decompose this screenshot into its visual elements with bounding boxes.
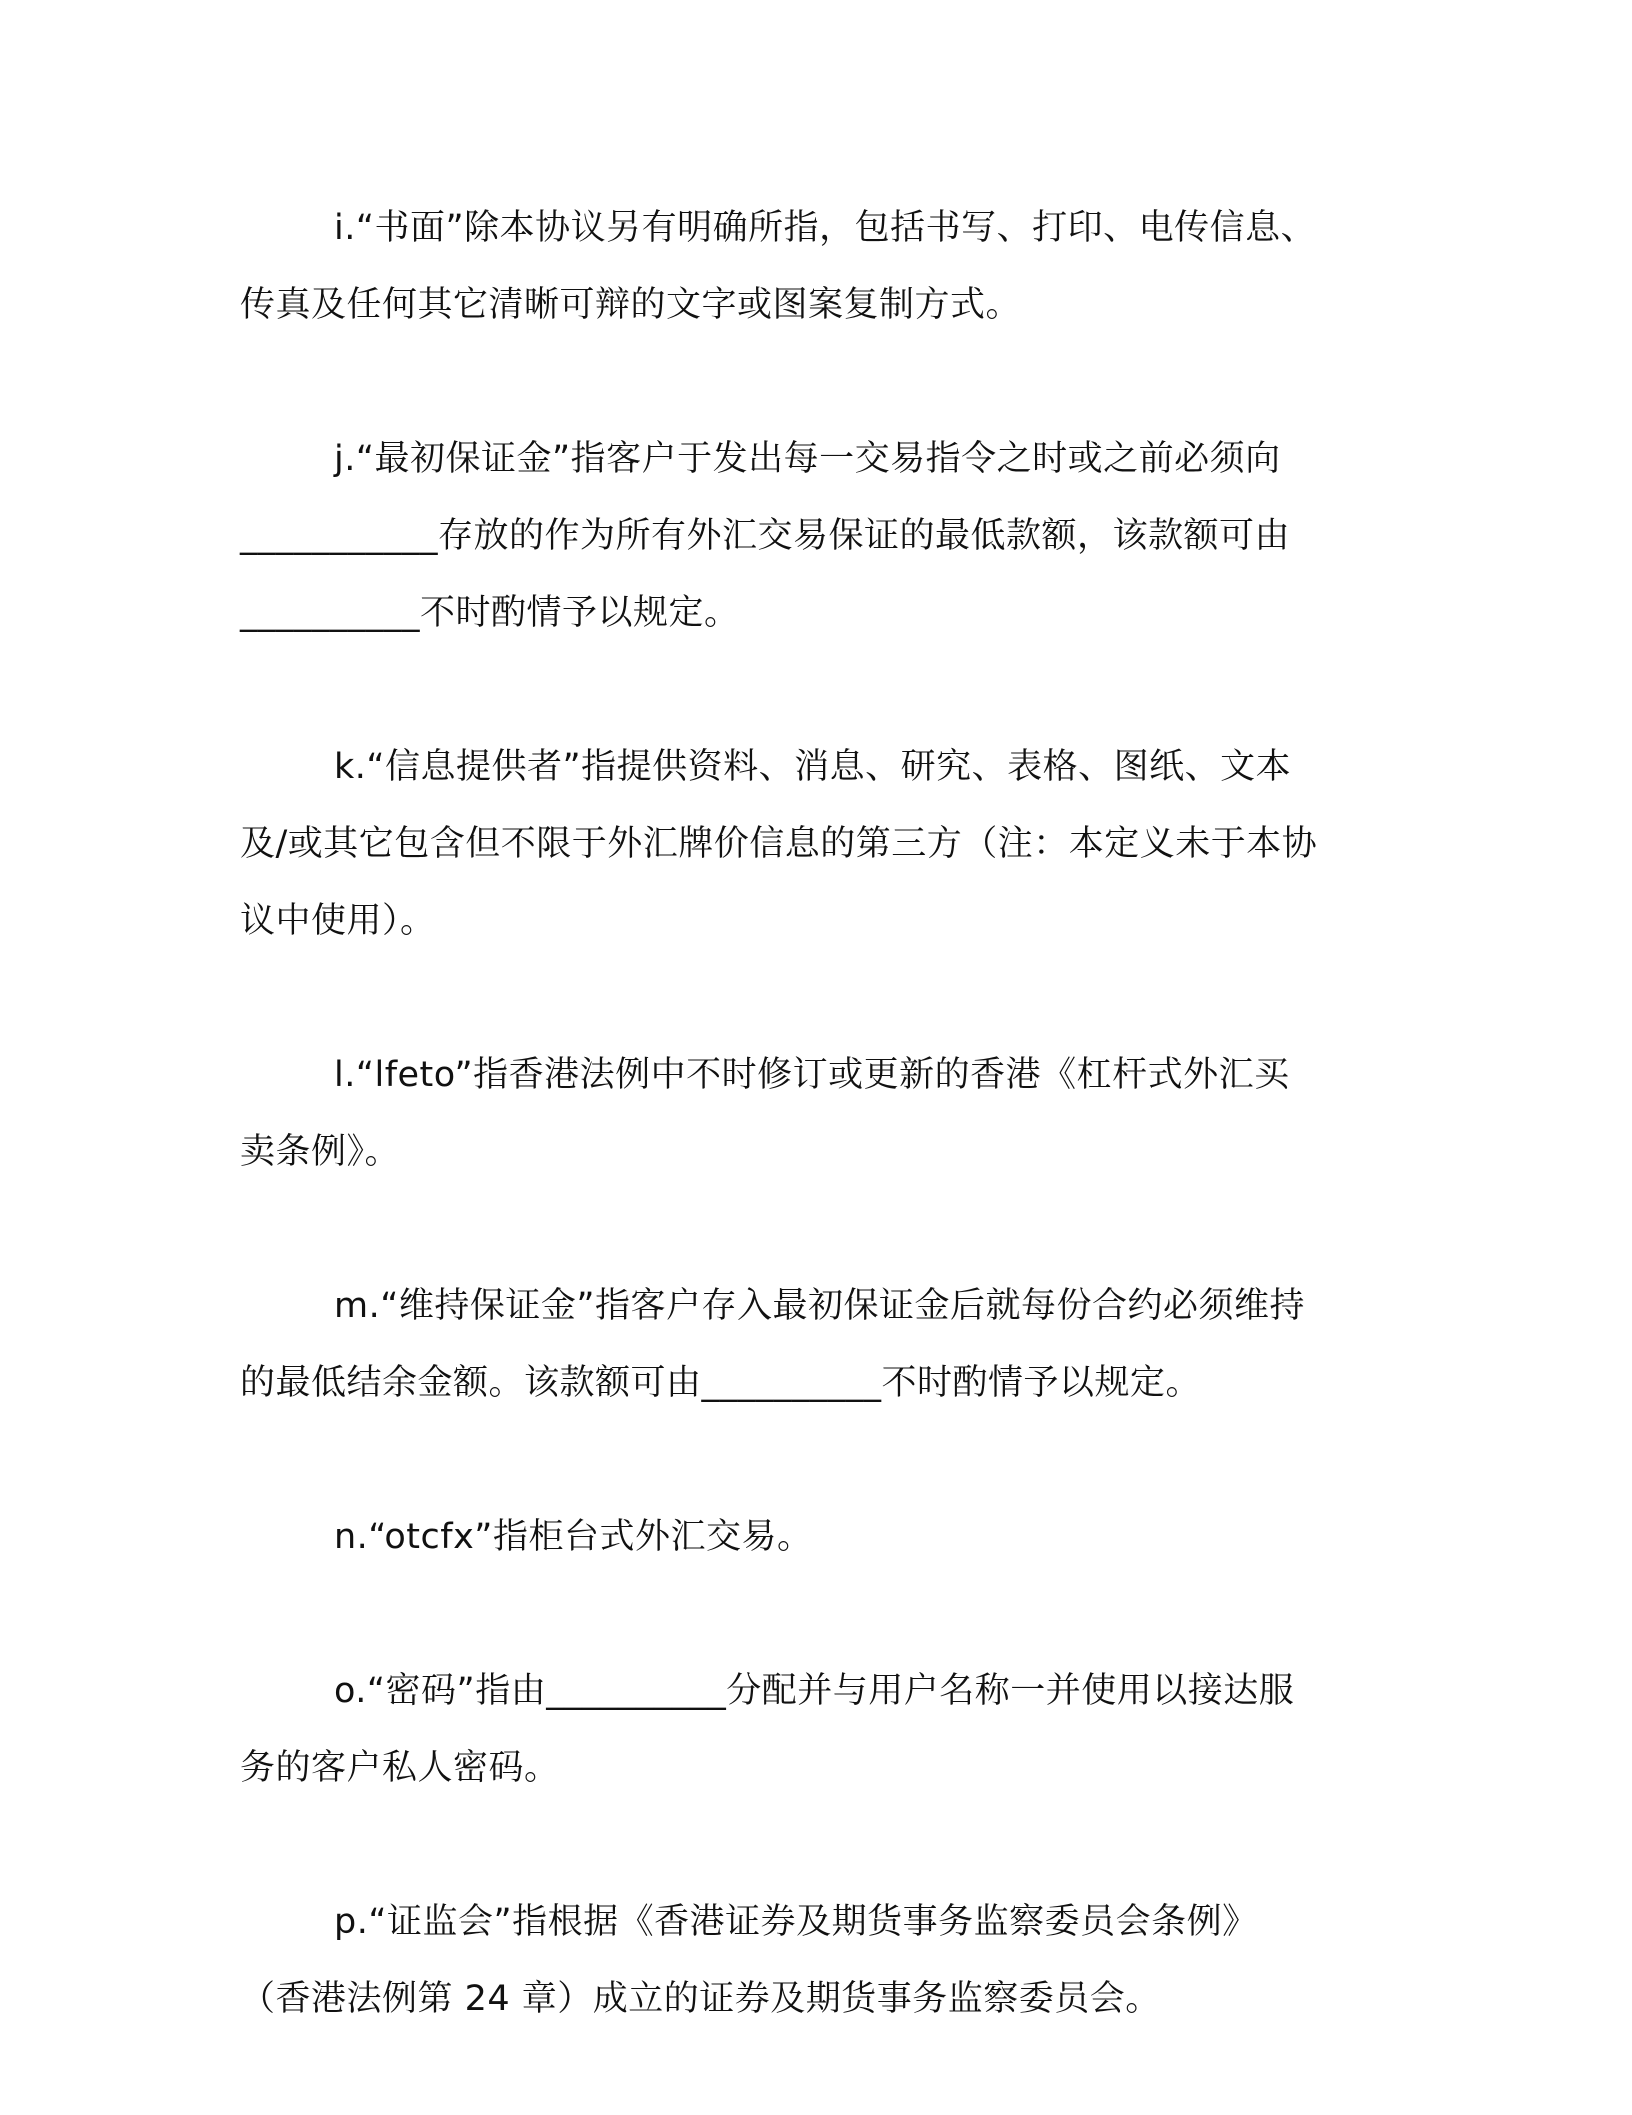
definition-line: 及/或其它包含但不限于外汇牌价信息的第三方（注：本定义未于本协 <box>240 824 1318 864</box>
definition-j <box>240 421 1400 652</box>
definition-line: __________不时酌情予以规定。 <box>240 593 740 633</box>
definition-line: i.“书面”除本协议另有明确所指，包括书写、打印、电传信息、 <box>334 208 1317 248</box>
definition-line: l.“lfeto”指香港法例中不时修订或更新的香港《杠杆式外汇买 <box>334 1055 1290 1095</box>
definition-line: n.“otcfx”指柜台式外汇交易。 <box>334 1517 813 1557</box>
definition-line: o.“密码”指由__________分配并与用户名称一并使用以接达服 <box>334 1671 1295 1711</box>
definitions-list <box>240 190 1400 2115</box>
definition-line: m.“维持保证金”指客户存入最初保证金后就每份合约必须维持 <box>334 1286 1305 1326</box>
definition-line: 议中使用）。 <box>240 901 436 941</box>
definition-line: 的最低结余金额。该款额可由__________不时酌情予以规定。 <box>240 1363 1202 1403</box>
definition-line: 传真及任何其它清晰可辩的文字或图案复制方式。 <box>240 285 1022 325</box>
definition-o <box>240 1653 1400 1807</box>
definition-n <box>240 1499 1400 1576</box>
definition-i <box>240 190 1400 344</box>
definition-p <box>240 1884 1400 2038</box>
definition-line: k.“信息提供者”指提供资料、消息、研究、表格、图纸、文本 <box>334 747 1292 787</box>
definition-line: 务的客户私人密码。 <box>240 1748 560 1788</box>
definition-line: （香港法例第 24 章）成立的证券及期货事务监察委员会。 <box>240 1979 1161 2019</box>
definition-line: j.“最初保证金”指客户于发出每一交易指令之时或之前必须向 <box>334 439 1281 479</box>
definition-m <box>240 1268 1400 1422</box>
definition-line: 卖条例》。 <box>240 1132 401 1172</box>
definition-line: p.“证监会”指根据《香港证券及期货事务监察委员会条例》 <box>334 1902 1258 1942</box>
definition-line: ___________存放的作为所有外汇交易保证的最低款额，该款额可由 <box>240 516 1291 556</box>
definition-l <box>240 1037 1400 1191</box>
definition-k <box>240 729 1400 960</box>
